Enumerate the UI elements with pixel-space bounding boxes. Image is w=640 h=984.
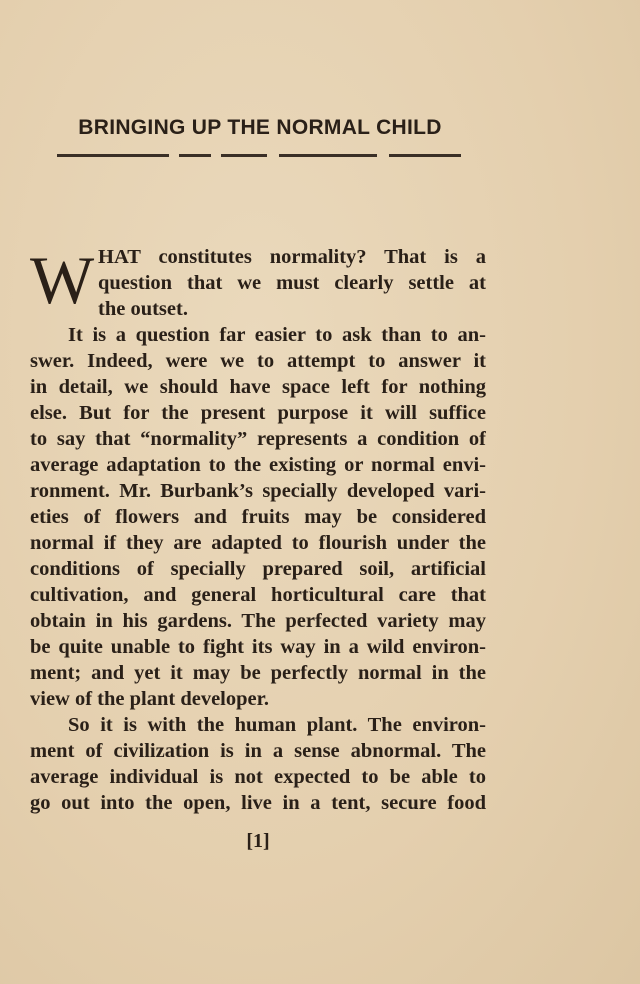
text-line: else. But for the present purpose it will suffice [30, 402, 486, 424]
text-line: to say that “normality” represents a condition of [30, 428, 486, 450]
text-line: obtain in his gardens. The perfected variety may [30, 610, 486, 632]
header-rule [57, 154, 461, 158]
text-line: be quite unable to fight its way in a wild environ- [30, 636, 486, 658]
text-line: ment; and yet it may be perfectly normal in the [30, 662, 486, 684]
text-line: go out into the open, live in a tent, secure food [30, 792, 486, 814]
text-line: average individual is not expected to be able to [30, 766, 486, 788]
text-line: It is a question far easier to ask than to an- [68, 324, 486, 346]
text-line: So it is with the human plant. The environ- [68, 714, 486, 736]
drop-cap: W [30, 242, 95, 318]
text-line: conditions of specially prepared soil, artificial [30, 558, 486, 580]
text-line: average adaptation to the existing or normal envi- [30, 454, 486, 476]
opening-paragraph [30, 244, 486, 322]
text-line: eties of flowers and fruits may be considered [30, 506, 486, 528]
body-text [30, 244, 486, 816]
text-line: view of the plant developer. [30, 688, 269, 710]
text-line: HAT constitutes normality? That is a [98, 246, 486, 268]
text-line: question that we must clearly settle at [98, 272, 486, 294]
text-line: ment of civilization is in a sense abnormal. The [30, 740, 486, 762]
text-line: cultivation, and general horticultural care that [30, 584, 486, 606]
text-line: the outset. [98, 298, 188, 320]
text-line: normal if they are adapted to flourish under the [30, 532, 486, 554]
text-line: ronment. Mr. Burbank’s specially developed vari- [30, 480, 486, 502]
running-head: BRINGING UP THE NORMAL CHILD [78, 116, 442, 139]
text-line: swer. Indeed, were we to attempt to answer it [30, 350, 486, 372]
text-line: in detail, we should have space left for nothing [30, 376, 486, 398]
page-number: [1] [246, 830, 270, 852]
